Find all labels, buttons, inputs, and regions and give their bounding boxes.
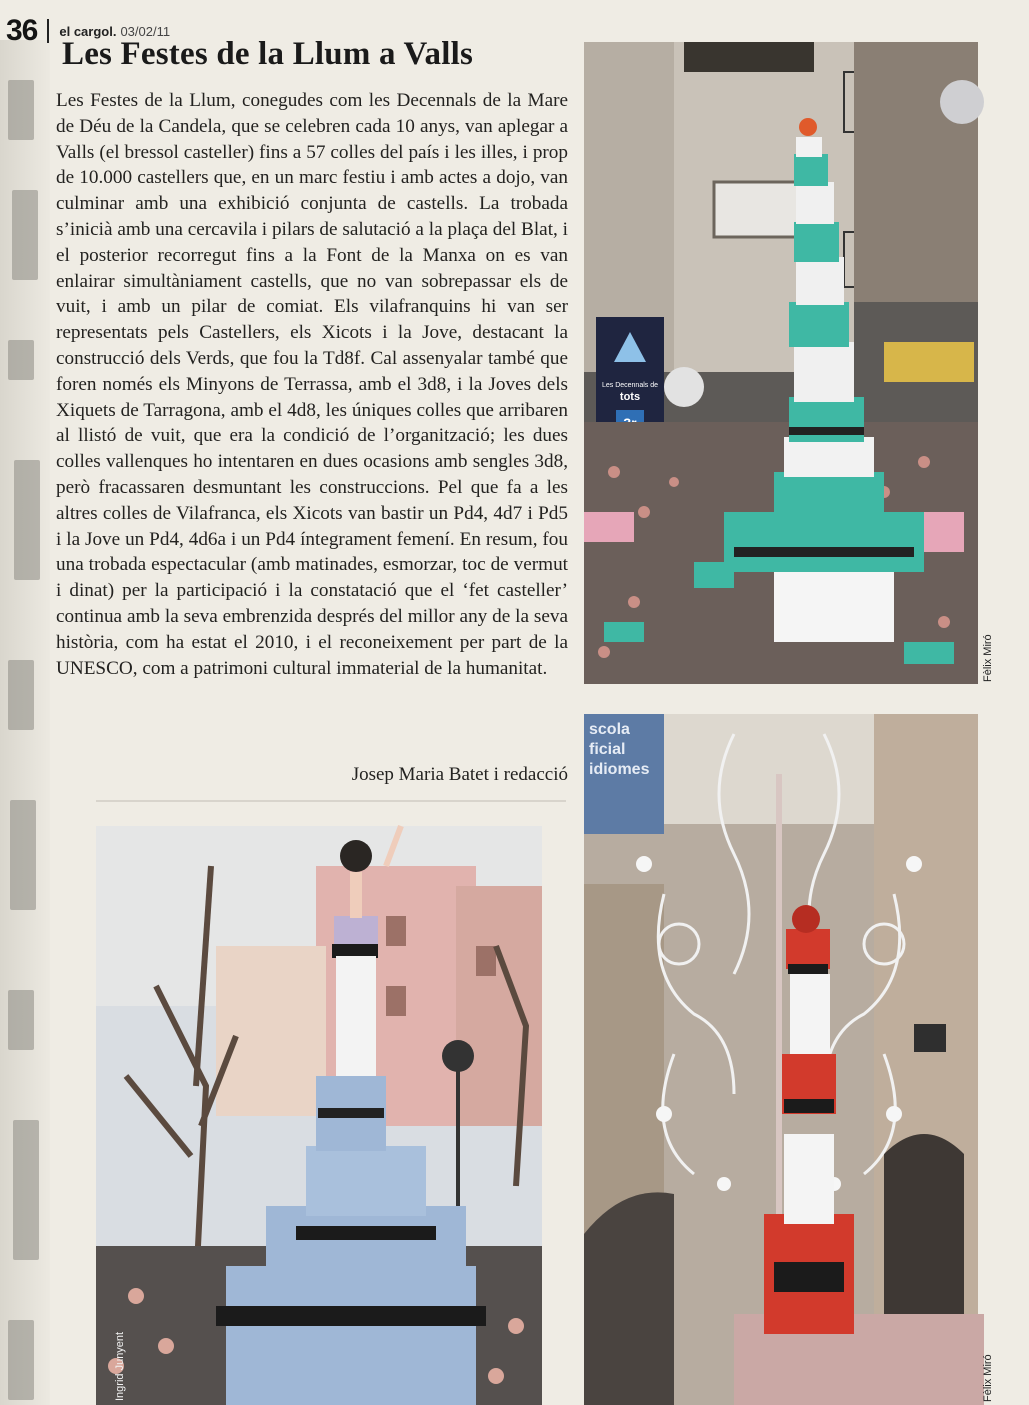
- photo-castell-lightblue: [96, 826, 542, 1405]
- photo-castell-red: [584, 714, 994, 1405]
- sign-text-2: ficial: [589, 741, 626, 758]
- photo-credit: Fèlix Miró: [982, 1354, 994, 1402]
- bleed-through-margin: [0, 40, 50, 1405]
- banner-text-1: Les Decennals de: [601, 382, 659, 389]
- sign-text-3: idiomes: [589, 761, 650, 778]
- article-headline: Les Festes de la Llum a Valls: [62, 36, 474, 72]
- article-byline: Josep Maria Batet i redacció: [351, 764, 568, 785]
- photo-credit: Ingrid Junyent: [114, 1331, 126, 1401]
- page-number: 36: [6, 14, 38, 47]
- banner-text-2: tots: [619, 391, 641, 403]
- header-divider: [47, 19, 49, 43]
- photo-credit: Fèlix Miró: [982, 634, 994, 682]
- publication-date: 03/02/11: [120, 23, 171, 39]
- publication-name: el cargol.: [59, 23, 117, 39]
- article-body: Les Festes de la Llum, conegudes com les Decennals de la Mare de Déu de la Candela, que se celebren cada 10 anys, van aplegar a Valls (el bressol casteller) fins a 57 colles del país i les illes, i prop de 10.000 castellers que, en un marc festiu i amb actes a dojo, van culminar amb una exhibició conjunta de castells. La trobada s’inicià amb una cercavila i pilars de salutació a la plaça del Blat, i el posterior recorregut fins a la Font de la Manxa on es van enlairar simultàniament castells, que no van sobrepassar els de vuit, i amb un pilar de comiat. Els vilafranquins hi van ser representats pels Castellers, els Xicots i la Jove, destacant la construcció dels Verds, que fou la Td8f. Cal assenyalar també que foren només els Minyons de Terrassa, amb el 3d8, i la Joves dels Xiquets de Tarragona, amb el 4d8, les úniques colles que arribaren al llistó de vuit, que era la condició de l’organització; les dues colles vallenques ho intentaren en dues ocasions amb sengles 3d8, però fracassaren desmuntant les construccions. Pel que fa a les altres colles de Vilafranca, els Xicots van bastir un Pd4, 4d7 i Pd5 i la Jove un Pd4, 4d6a i un Pd4 íntegrament femení. En resum, fou una trobada espectacular (amb matinades, esmorzar, toc de vermut i dinat) per la participació i la constatació que el ‘fet casteller’ continua amb la seva embrenzida després del millor any de la seva història, com ha estat el 2010, i el reconeixement per part de la UNESCO, com a patrimoni cultural immaterial de la humanitat.: [56, 90, 568, 679]
- sign-text-1: scola: [589, 721, 630, 738]
- photo-castell-turquoise: [584, 42, 994, 684]
